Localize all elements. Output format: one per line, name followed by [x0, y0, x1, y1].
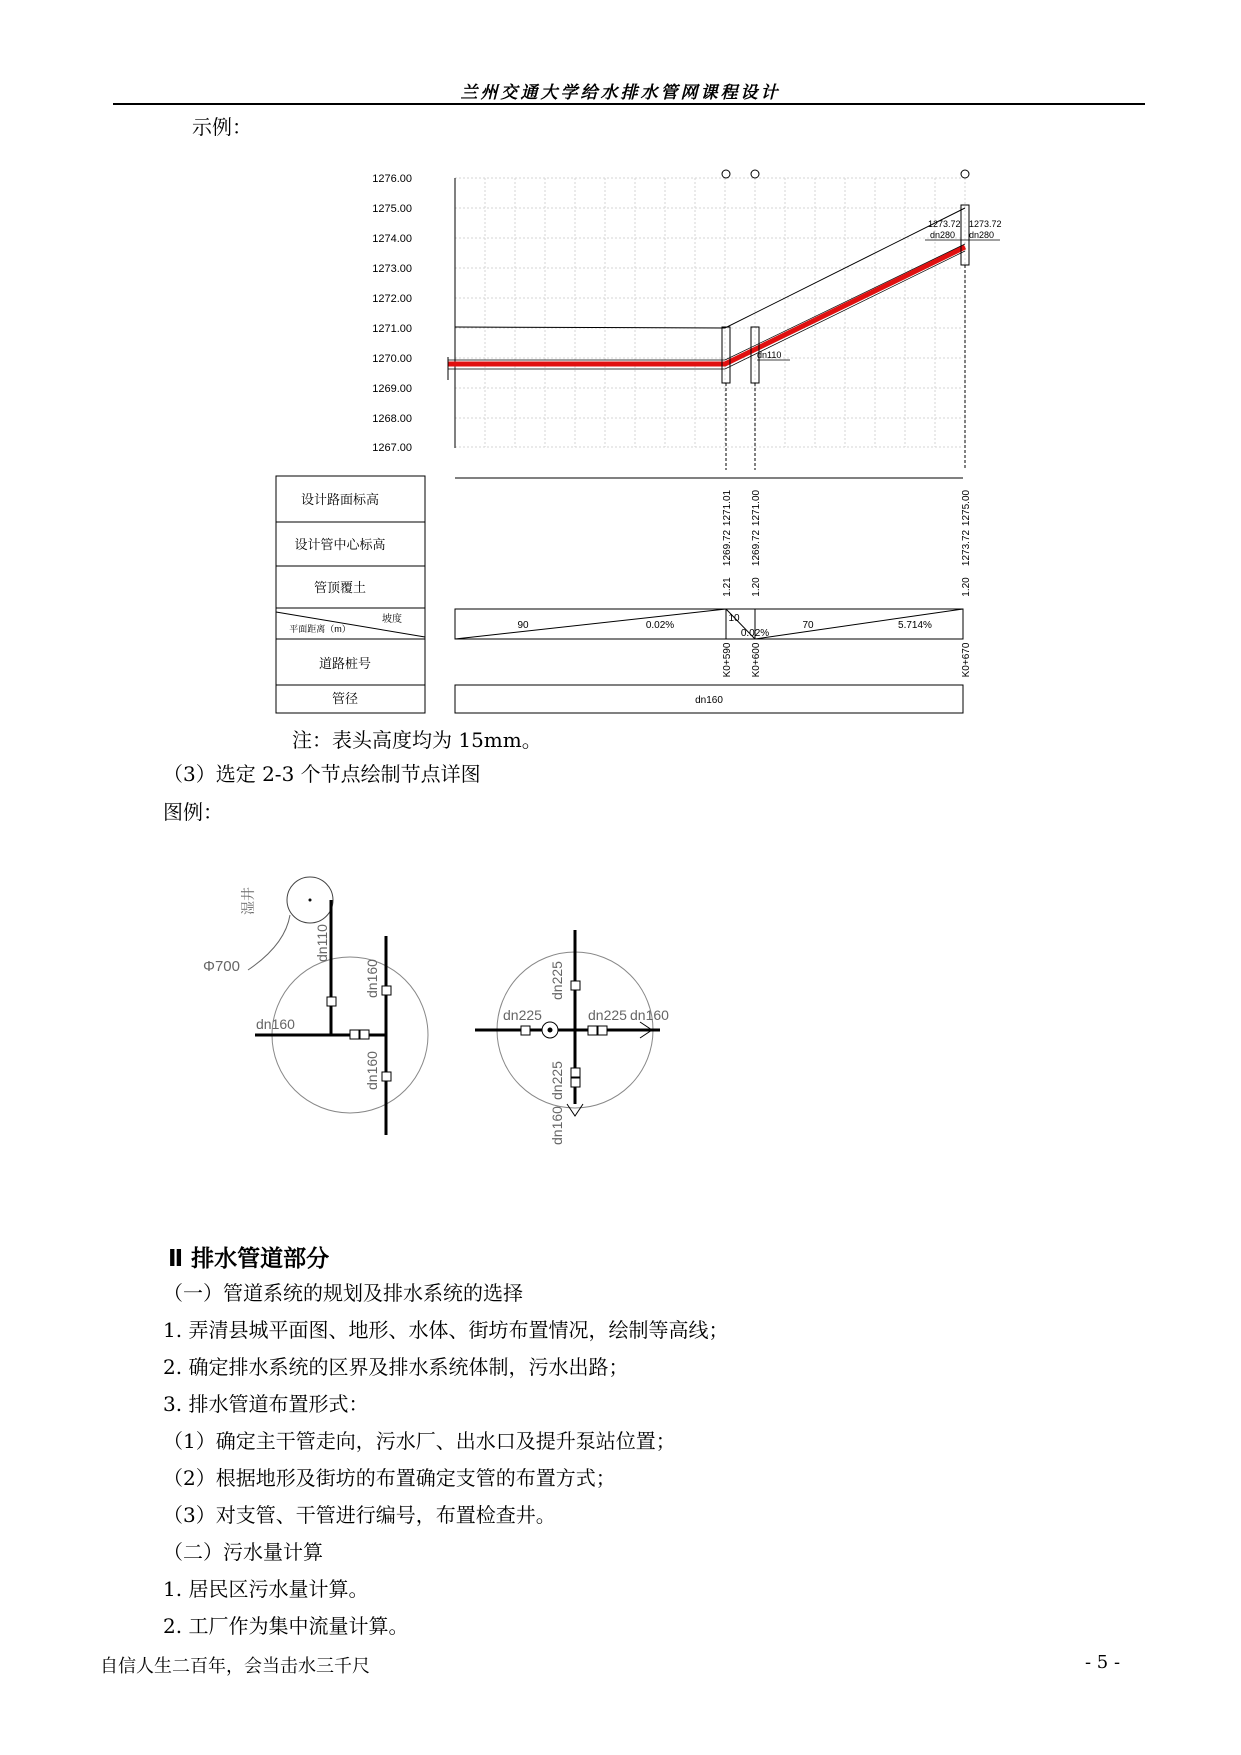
valve-icon	[598, 1026, 607, 1035]
node-detail-left	[248, 877, 428, 1135]
cover-value: 1.20	[751, 577, 762, 597]
y-tick-label: 1272.00	[372, 293, 412, 305]
valve-icon	[571, 1068, 580, 1077]
node-detail-right	[475, 930, 660, 1116]
right-node-right-far-label: dn160	[630, 1007, 669, 1023]
pipe-label-top-d: dn280	[969, 230, 995, 240]
pipe-elev-value: 1269.72	[722, 529, 733, 567]
part2-line: （1）确定主干管走向，污水厂、出水口及提升泵站位置；	[163, 1429, 676, 1453]
node-detail-drawing	[0, 860, 1241, 1170]
y-tick-label: 1271.00	[372, 323, 412, 335]
valve-icon	[382, 1072, 391, 1081]
pipe-label-top-b: dn280	[930, 230, 956, 240]
row-label-cover: 管顶覆土	[313, 580, 367, 595]
y-tick-label: 1268.00	[372, 413, 412, 425]
row-label-diameter: 管径	[331, 691, 359, 706]
valve-icon	[571, 981, 580, 990]
cover-value: 1.21	[722, 577, 733, 597]
footer-page-number: - 5 -	[1085, 1652, 1121, 1673]
seg1-slope: 0.02%	[645, 620, 675, 631]
pipe-elev-value: 1273.72	[961, 529, 972, 567]
right-node-right-label: dn225	[588, 1007, 627, 1023]
valve-icon	[571, 1078, 580, 1087]
seg3-dist: 70	[802, 620, 814, 631]
valve-icon	[521, 1026, 530, 1035]
arrow-icon	[567, 1104, 583, 1116]
pipe-label-left: dn110	[757, 350, 782, 360]
y-tick-label: 1273.00	[372, 263, 412, 275]
pipe-label-top-c: 1273.72	[969, 219, 1002, 229]
row-label-station: 道路桩号	[318, 656, 372, 671]
footer-motto: 自信人生二百年，会当击水三千尺	[100, 1656, 370, 1677]
cover-value: 1.20	[961, 577, 972, 597]
pipe-elev-value: 1269.72	[751, 529, 762, 567]
step3-text: （3）选定 2-3 个节点绘制节点详图	[163, 762, 481, 786]
right-node-bottom-label: dn225	[549, 1061, 565, 1100]
row-label-road-elev: 设计路面标高	[300, 492, 380, 507]
seg3-slope: 5.714%	[898, 620, 932, 631]
right-node-bottom-far-label: dn160	[549, 1106, 565, 1145]
seg1-dist: 90	[517, 620, 529, 631]
manhole-3	[961, 205, 969, 470]
valve-icon	[588, 1026, 597, 1035]
manhole-marker-icon	[961, 170, 969, 178]
manhole-1	[722, 327, 730, 470]
diameter-value: dn160	[695, 695, 723, 706]
part2-title: Ⅱ 排水管道部分	[168, 1246, 330, 1272]
manhole-marker-icons	[722, 170, 969, 178]
row-label-pipe-elev: 设计管中心标高	[294, 537, 386, 552]
left-node-left-label: dn160	[256, 1016, 295, 1032]
example-label: 示例：	[192, 115, 252, 139]
right-node-left-label: dn225	[503, 1007, 542, 1023]
left-node-top-label: dn110	[314, 924, 330, 962]
part2-line: 2. 确定排水系统的区界及排水系统体制，污水出路；	[163, 1355, 629, 1379]
station-value: K0+600	[751, 642, 762, 678]
y-tick-label: 1270.00	[372, 353, 412, 365]
y-tick-label: 1267.00	[372, 442, 412, 454]
part2-line: 1. 弄清县城平面图、地形、水体、街坊布置情况，绘制等高线；	[163, 1318, 729, 1342]
profile-table-data	[455, 478, 963, 713]
y-tick-label: 1275.00	[372, 203, 412, 215]
station-value: K0+590	[722, 642, 733, 678]
part2-line: 2. 工厂作为集中流量计算。	[163, 1614, 409, 1638]
valve-icon	[382, 986, 391, 995]
seg2-dist: 10	[728, 613, 740, 624]
part2-line: （一）管道系统的规划及排水系统的选择	[163, 1281, 523, 1305]
y-tick-label: 1274.00	[372, 233, 412, 245]
y-axis-ticks	[372, 173, 412, 454]
valve-icon	[350, 1030, 359, 1039]
left-node-right-down-label: dn160	[364, 1051, 380, 1090]
legend-label: 图例：	[163, 800, 223, 824]
pipe-profile	[448, 247, 965, 364]
row-label-slope: 坡度	[382, 614, 402, 625]
part2-line: （3）对支管、干管进行编号，布置检查井。	[163, 1503, 556, 1527]
left-node-right-up-label: dn160	[364, 959, 380, 998]
well-label: 湿井	[240, 887, 256, 915]
page-header-title: 兰州交通大学给水排水管网课程设计	[460, 83, 781, 103]
road-elev-value: 1271.00	[751, 489, 762, 527]
valve-icon	[327, 997, 336, 1006]
part2-line: （2）根据地形及街坊的布置确定支管的布置方式；	[163, 1466, 616, 1490]
diam-label: Φ700	[203, 958, 240, 975]
valve-icon	[360, 1030, 369, 1039]
seg2-slope: 0.02%	[740, 628, 770, 639]
manhole-marker-icon	[722, 170, 730, 178]
row-label-dist: 平面距离（m）	[289, 624, 351, 634]
road-elev-value: 1271.01	[722, 489, 733, 527]
part2-line: 1. 居民区污水量计算。	[163, 1577, 369, 1601]
station-value: K0+670	[961, 642, 972, 678]
note-text: 注：表头高度均为 15mm。	[292, 728, 542, 752]
y-tick-label: 1269.00	[372, 383, 412, 395]
part2-line: 3. 排水管道布置形式：	[163, 1392, 369, 1416]
pipe-label-top-a: 1273.72	[928, 219, 961, 229]
right-node-top-label: dn225	[549, 961, 565, 1000]
profile-drawing	[0, 0, 1241, 730]
road-elev-value: 1275.00	[961, 489, 972, 527]
profile-grid	[455, 178, 965, 447]
part2-line: （二）污水量计算	[163, 1540, 323, 1564]
y-tick-label: 1276.00	[372, 173, 412, 185]
manhole-marker-icon	[751, 170, 759, 178]
